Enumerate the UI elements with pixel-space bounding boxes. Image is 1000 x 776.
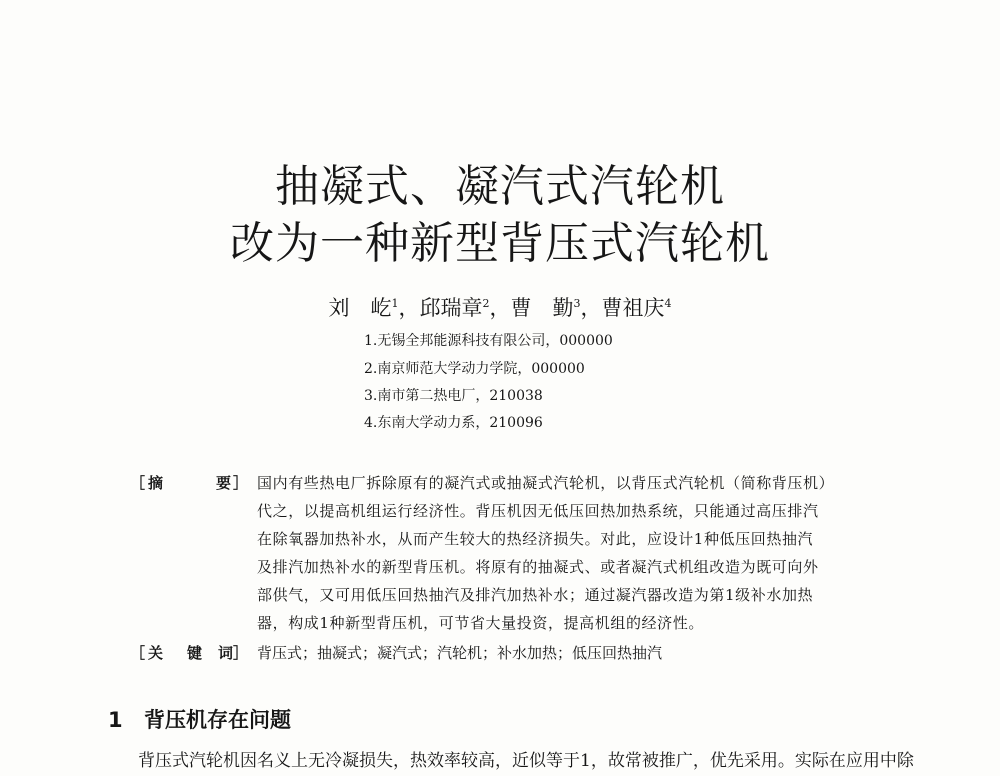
abstract-label-bracket-open: ［ (130, 474, 146, 492)
keywords-label-char-2: 键 (187, 644, 203, 662)
abstract-line-4: 及排汽加热补水的新型背压机。将原有的抽凝式、或者凝汽式机组改造为既可向外 (257, 558, 819, 576)
abstract-label-bracket-close: ］ (233, 474, 249, 492)
abstract-label-char-2: 要 (216, 474, 232, 492)
author-separator: ， (398, 296, 420, 320)
abstract-line-5: 部供气，又可用低压回热抽汽及排汽加热补水；通过凝汽器改造为第1级补水加热 (257, 586, 814, 604)
abstract-line-2: 代之，以提高机组运行经济性。背压机因无低压回热加热系统，只能通过高压排汽 (257, 502, 819, 520)
affiliation-1: 1.无锡全邦能源科技有限公司，000000 (364, 333, 613, 349)
abstract-line-1: 国内有些热电厂拆除原有的凝汽式或抽凝式汽轮机，以背压式汽轮机（简称背压机） (257, 474, 835, 492)
keywords-text: 背压式；抽凝式；凝汽式；汽轮机；补水加热；低压回热抽汽 (257, 644, 663, 662)
title-line-2: 改为一种新型背压式汽轮机 (230, 218, 770, 269)
author-name: 刘 屹 (328, 296, 392, 320)
abstract-line-3: 在除氧器加热补水，从而产生较大的热经济损失。对此，应设计1种低压回热抽汽 (257, 530, 814, 548)
keywords-label-bracket-open: ［ (130, 644, 146, 662)
section-title: 背压机存在问题 (144, 708, 291, 732)
keywords-label-bracket-close: ］ (233, 644, 249, 662)
abstract-label-char-1: 摘 (148, 474, 164, 492)
author-separator: ， (580, 296, 602, 320)
section-number: 1 (108, 708, 123, 732)
affiliation-3: 3.南市第二热电厂，210038 (364, 388, 543, 404)
author-name: 曹 勤 (510, 296, 574, 320)
section-heading (108, 704, 291, 734)
affiliation-4: 4.东南大学动力系，210096 (364, 415, 543, 431)
author-name: 邱瑞章 (419, 296, 483, 320)
author-list (0, 292, 1000, 322)
keywords-label-char-3: 词 (218, 644, 234, 662)
affiliation-2: 2.南京师范大学动力学院，000000 (364, 361, 585, 377)
keywords-label-char-1: 关 (148, 644, 164, 662)
body-paragraph-line: 背压式汽轮机因名义上无冷凝损失，热效率较高，近似等于1，故常被推广，优先采用。实际在应用中除 (138, 751, 914, 771)
abstract-line-6: 器，构成1种新型背压机，可节省大量投资，提高机组的经济性。 (257, 614, 704, 632)
title-line-1: 抽凝式、凝汽式汽轮机 (275, 161, 725, 212)
author-affil-marker: 2 (482, 297, 490, 310)
author-name: 曹祖庆 (601, 296, 665, 320)
author-separator: ， (489, 296, 511, 320)
author-affil-marker: 1 (391, 297, 399, 310)
author-affil-marker: 3 (573, 297, 581, 310)
author-affil-marker: 4 (664, 297, 672, 310)
